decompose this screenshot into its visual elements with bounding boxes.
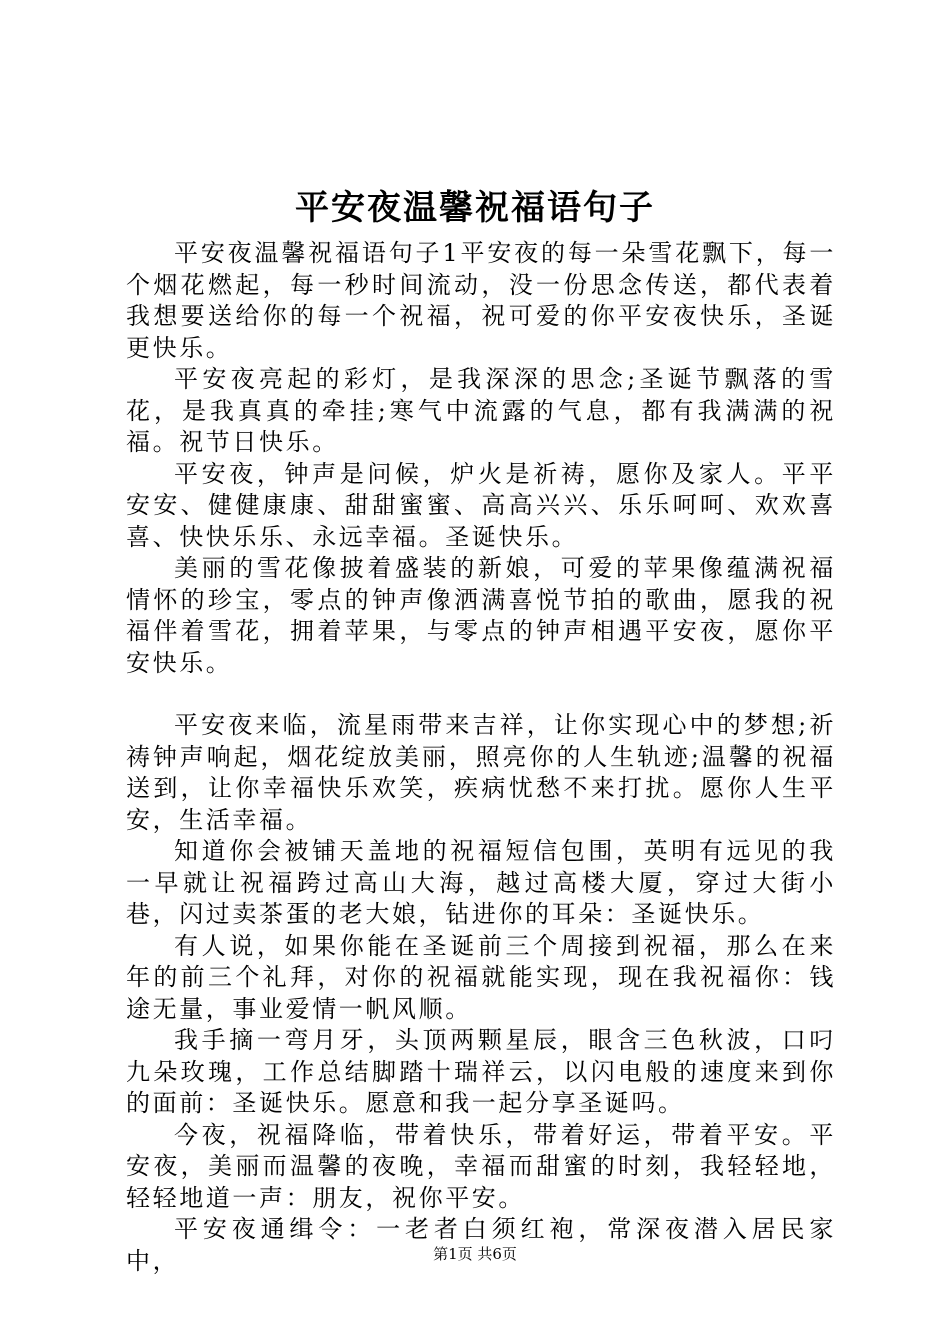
page-footer: 第1页 共6页 — [433, 1245, 517, 1263]
paragraph-7: 有人说，如果你能在圣诞前三个周接到祝福，那么在来年的前三个礼拜，对你的祝福就能实现，现在我祝福你：钱途无量，事业爱情一帆风顺。 — [126, 931, 836, 1023]
paragraph-6: 知道你会被铺天盖地的祝福短信包围，英明有远见的我一早就让祝福跨过高山大海，越过高楼大厦，穿过大街小巷，闪过卖茶蛋的老大娘，钻进你的耳朵：圣诞快乐。 — [126, 837, 836, 928]
paragraph-5: 平安夜来临，流星雨带来吉祥，让你实现心中的梦想;祈祷钟声响起，烟花绽放美丽，照亮你的人生轨迹;温馨的祝福送到，让你幸福快乐欢笑，疾病忧愁不来打扰。愿你人生平安，生活幸福。 — [126, 711, 836, 834]
paragraph-3: 平安夜，钟声是问候，炉火是祈祷，愿你及家人。平平安安、健健康康、甜甜蜜蜜、高高兴兴、乐乐呵呵、欢欢喜喜、快快乐乐、永远幸福。圣诞快乐。 — [126, 459, 836, 551]
paragraph-4: 美丽的雪花像披着盛装的新娘，可爱的苹果像蕴满祝福情怀的珍宝，零点的钟声像洒满喜悦节拍的歌曲，愿我的祝福伴着雪花，拥着苹果，与零点的钟声相遇平安夜，愿你平安快乐。 — [126, 554, 836, 677]
paragraph-10: 平安夜通缉令：一老者白须红袍，常深夜潜入居民家中， — [126, 1215, 836, 1275]
document-title: 平安夜温馨祝福语句子 — [295, 188, 655, 228]
paragraph-8: 我手摘一弯月牙，头顶两颗星辰，眼含三色秋波，口叼九朵玫瑰，工作总结脚踏十瑞祥云，以闪电般的速度来到你的面前：圣诞快乐。愿意和我一起分享圣诞吗。 — [126, 1026, 836, 1117]
paragraph-2: 平安夜亮起的彩灯，是我深深的思念;圣诞节飘落的雪花，是我真真的牵挂;寒气中流露的气息，都有我满满的祝福。祝节日快乐。 — [126, 365, 836, 456]
document-body — [126, 238, 836, 1277]
paragraph-1: 平安夜温馨祝福语句子1平安夜的每一朵雪花飘下，每一个烟花燃起，每一秒时间流动，没一份思念传送，都代表着我想要送给你的每一个祝福，祝可爱的你平安夜快乐，圣诞更快乐。 — [126, 239, 836, 362]
paragraph-9: 今夜，祝福降临，带着快乐，带着好运，带着平安。平安夜，美丽而温馨的夜晚，幸福而甜蜜的时刻，我轻轻地，轻轻地道一声：朋友，祝你平安。 — [126, 1120, 836, 1212]
